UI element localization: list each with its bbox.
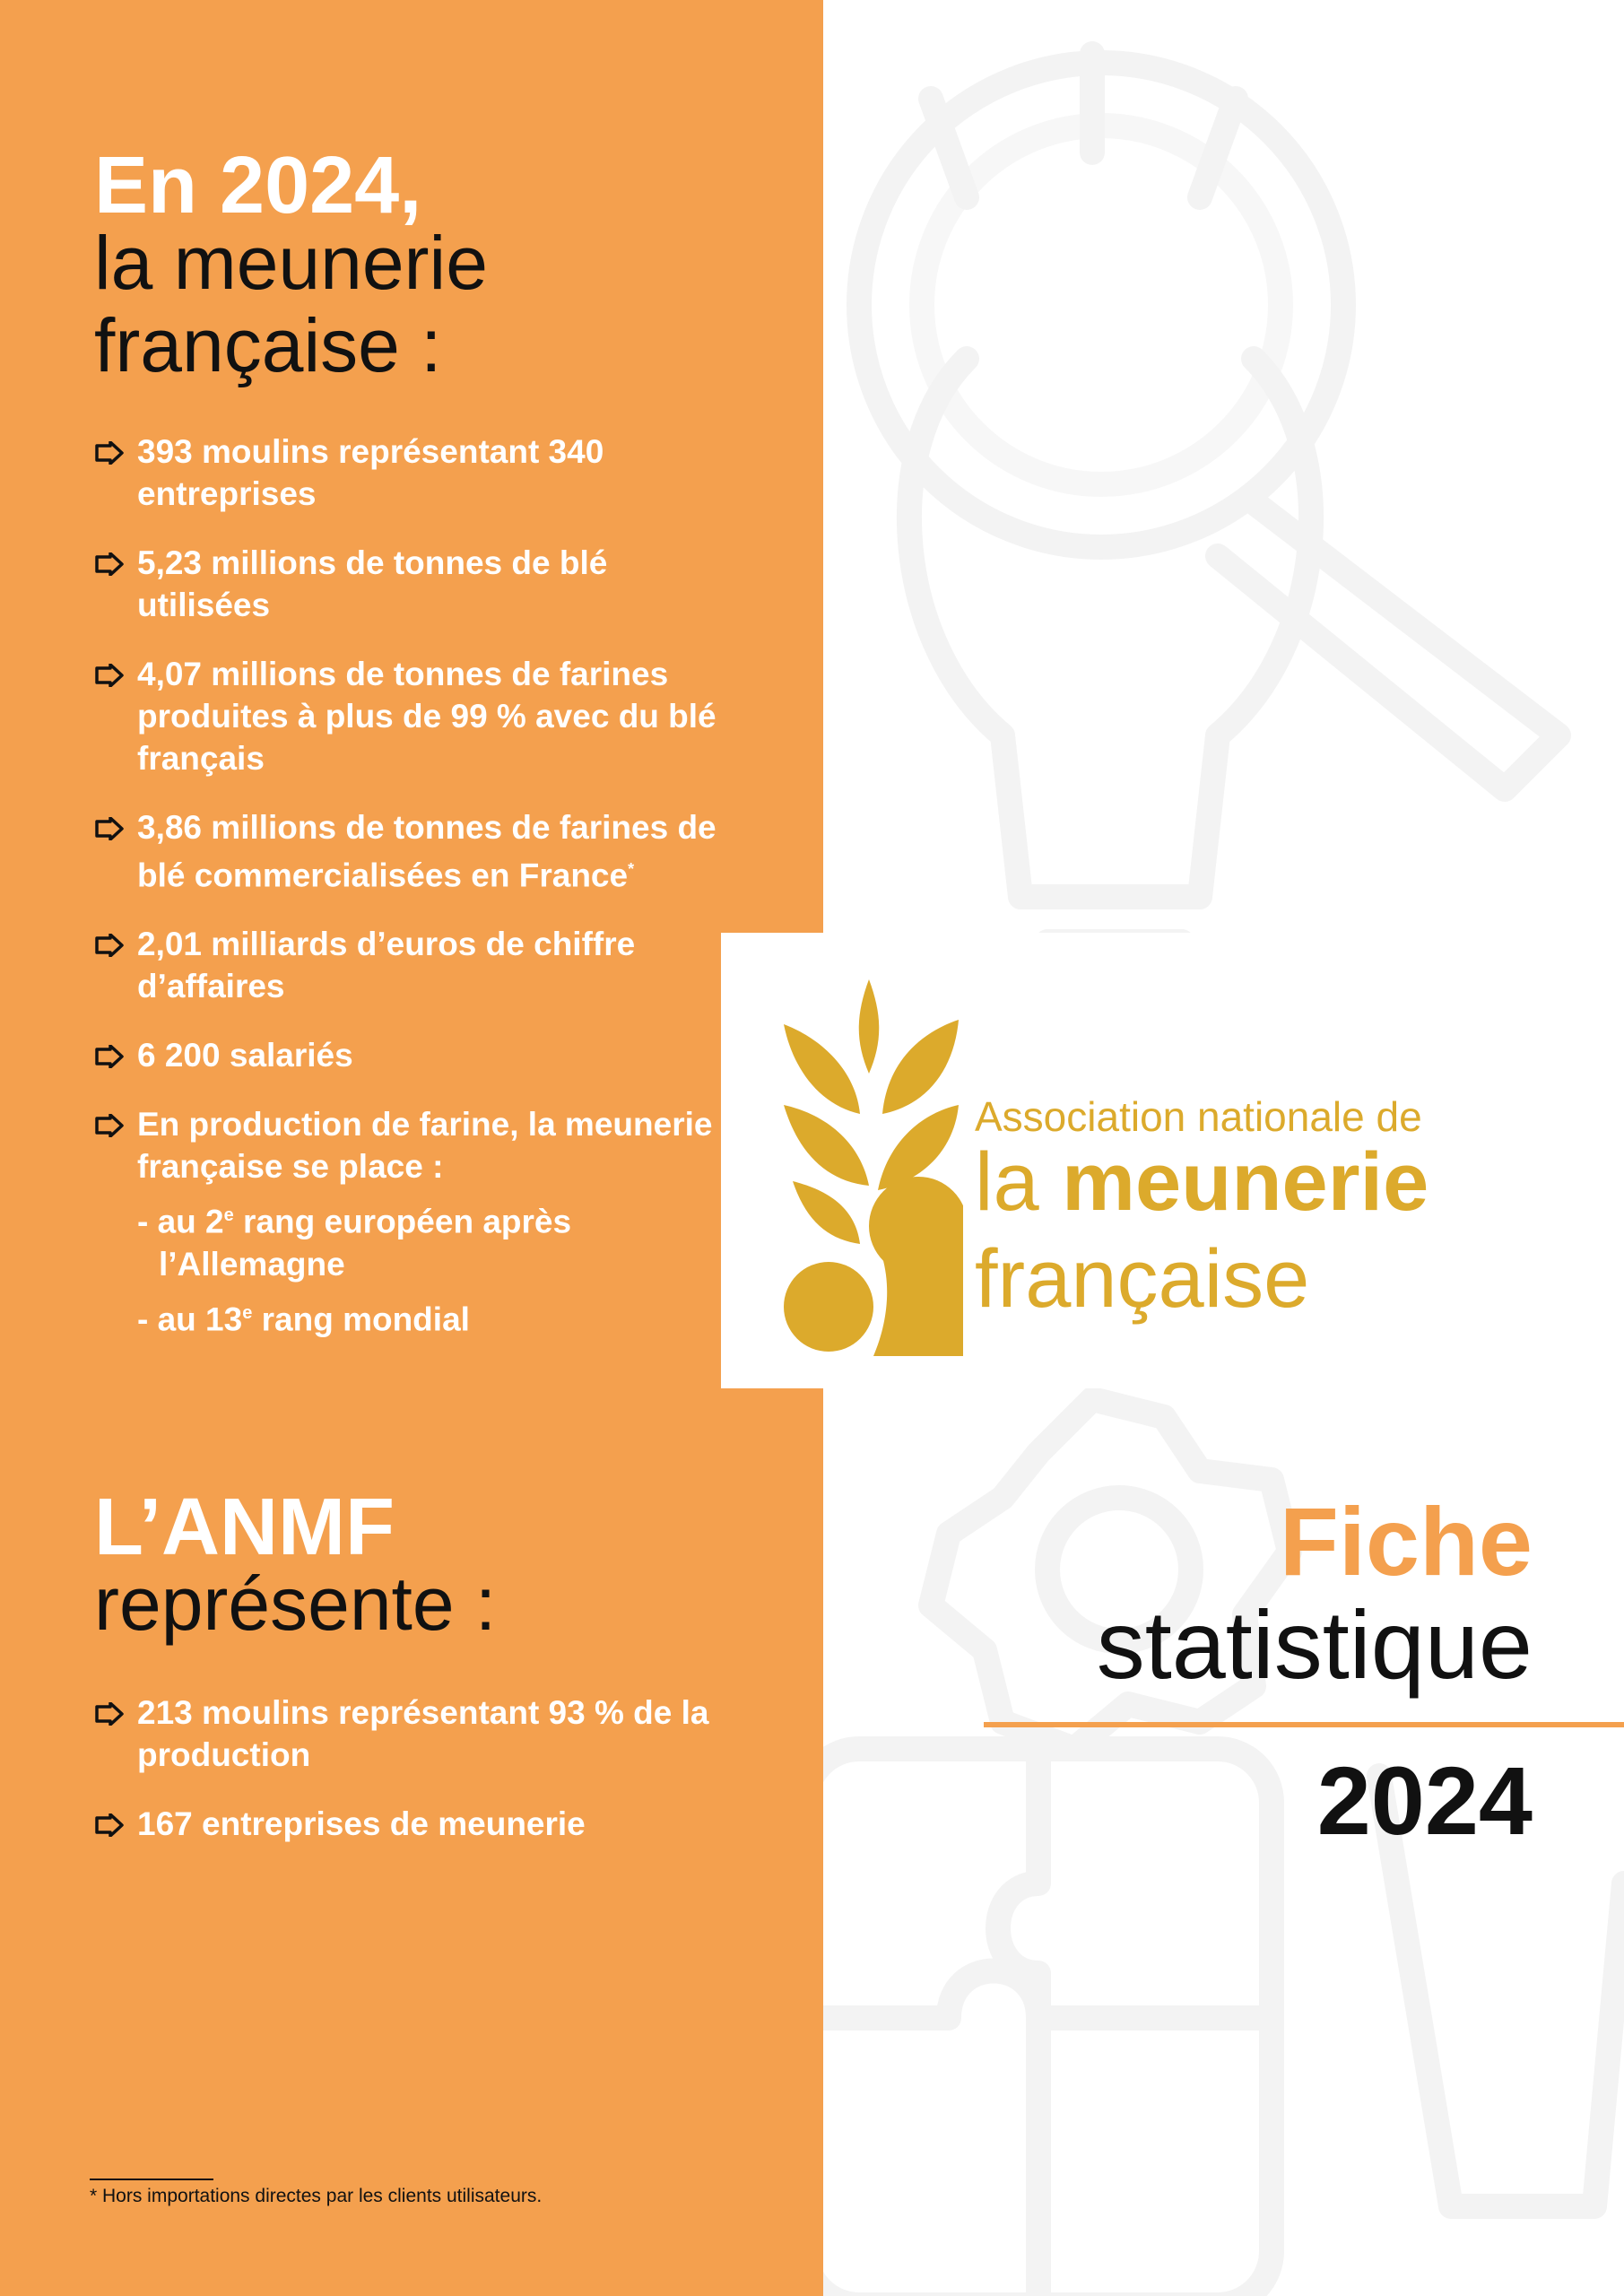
list-item-text: 4,07 millions de tonnes de farines produites à plus de 99 % avec du blé français <box>137 656 716 777</box>
list-item-text: 213 moulins représentant 93 % de la production <box>137 1694 709 1773</box>
section2-stats-list <box>94 1692 722 1872</box>
footnote-divider <box>90 2179 213 2180</box>
ranking-sublist <box>137 1195 722 1340</box>
arrow-right-icon <box>94 1114 125 1137</box>
list-item <box>94 653 722 779</box>
magnifier-lightbulb-icon <box>859 54 1559 996</box>
arrow-right-icon <box>94 1045 125 1068</box>
arrow-right-icon <box>94 664 125 687</box>
arrow-right-icon <box>94 934 125 957</box>
section2-subtitle: représente : <box>94 1561 497 1646</box>
list-item <box>94 430 722 515</box>
title-underline <box>984 1722 1624 1727</box>
list-item <box>94 1692 722 1776</box>
cover-title-word1: Fiche <box>1279 1487 1533 1596</box>
list-item-text: En production de farine, la meunerie française se place : <box>137 1106 713 1186</box>
arrow-right-icon <box>94 817 125 840</box>
list-item <box>94 542 722 626</box>
cover-year: 2024 <box>1316 1746 1533 1855</box>
list-item-text: 5,23 millions de tonnes de blé utilisées <box>137 544 608 623</box>
logo-text-line1: Association nationale de <box>975 1093 1422 1140</box>
list-item-text: 6 200 salariés <box>137 1037 353 1074</box>
list-item <box>94 1034 722 1076</box>
footnote: * Hors importations directes par les clients utilisateurs. <box>90 2186 543 2206</box>
logo-text-line3: française <box>975 1233 1310 1325</box>
section1-subtitle-line2: française : <box>94 303 442 387</box>
section2-title: L’ANMF <box>94 1483 395 1572</box>
list-item-text: 393 moulins représentant 340 entreprises <box>137 433 604 512</box>
list-item <box>94 923 722 1007</box>
section1-stats-list <box>94 430 722 1367</box>
list-item <box>94 1803 722 1845</box>
cover-title-word2: statistique <box>1096 1590 1533 1699</box>
list-item <box>94 806 722 896</box>
arrow-right-icon <box>94 441 125 465</box>
list-item-text: 2,01 milliards d’euros de chiffre d’affaires <box>137 926 636 1005</box>
section1-title: En 2024, <box>94 141 422 230</box>
footnote-marker: * <box>628 860 635 878</box>
section1-subtitle-line1: la meunerie <box>94 221 488 305</box>
arrow-right-icon <box>94 1813 125 1837</box>
list-item-text: 167 entreprises de meunerie <box>137 1805 586 1842</box>
logo-block <box>721 933 1624 1388</box>
list-item <box>94 1103 722 1340</box>
ranking-item-world: - au 13e rang mondial <box>137 1300 470 1337</box>
arrow-right-icon <box>94 1702 125 1726</box>
arrow-right-icon <box>94 552 125 576</box>
list-item-text: 3,86 millions de tonnes de farines de blé commercialisées en France <box>137 809 716 894</box>
logo-text-line2: la meunerie <box>975 1136 1429 1228</box>
ranking-item-european: - au 2e rang européen après l’Allemagne <box>137 1203 572 1283</box>
wheat-ear-icon <box>784 979 963 1356</box>
